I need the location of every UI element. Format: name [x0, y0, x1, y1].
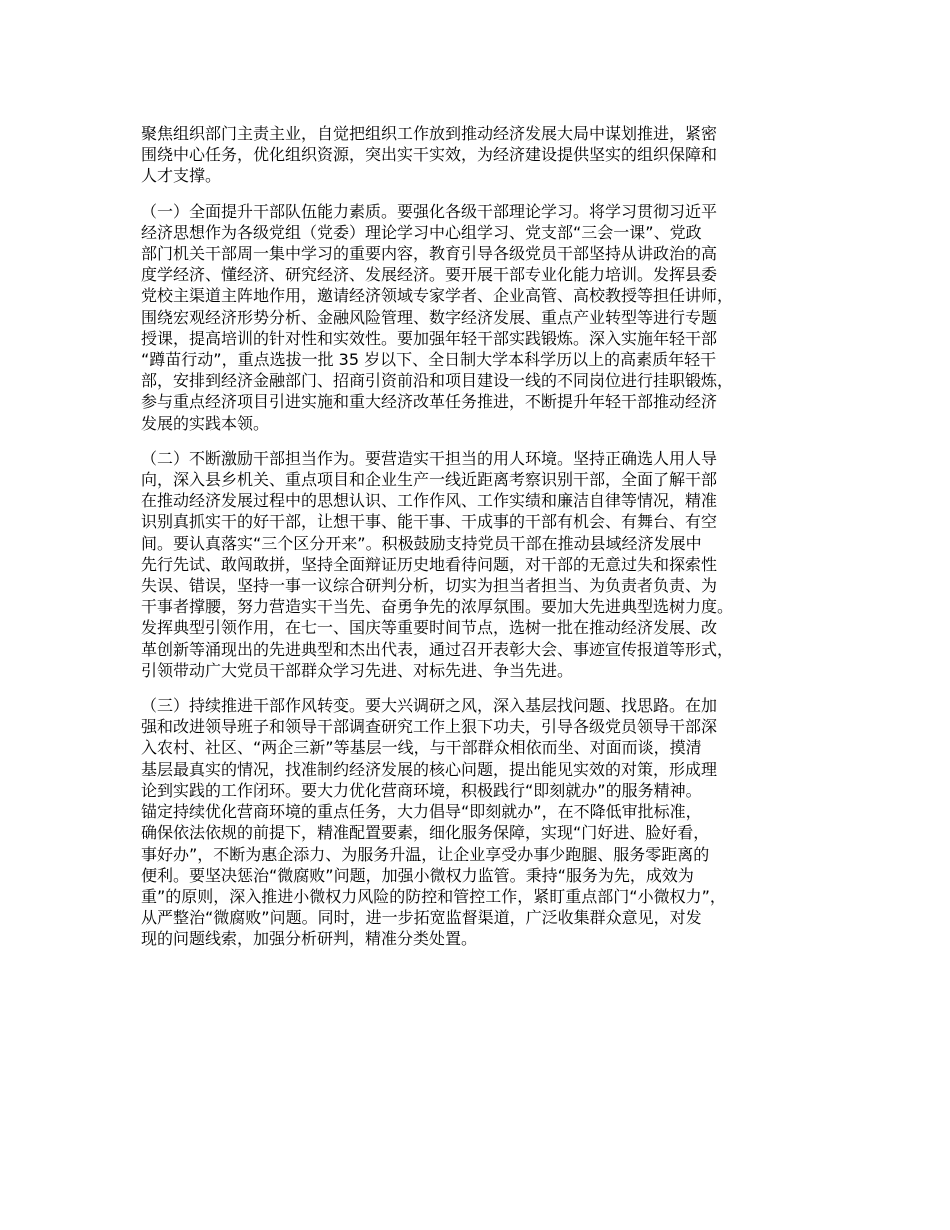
text-line: 基层最真实的情况，找准制约经济发展的核心问题，提出能见实效的对策，形成理	[141, 759, 718, 779]
text-line: 强和改进领导班子和领导干部调查研究工作上狠下功夫，引导各级党员领导干部深	[141, 717, 718, 737]
text-line: 革创新等涌现出的先进典型和杰出代表，通过召开表彰大会、事迹宣传报道等形式，	[141, 639, 734, 659]
text-line: 人才支撑。	[141, 166, 222, 186]
text-line: 部门机关干部周一集中学习的重要内容，教育引导各级党员干部坚持从讲政治的高	[141, 244, 718, 264]
text-line: 间。要认真落实“三个区分开来”。积极鼓励支持党员干部在推动县域经济发展中	[141, 533, 702, 553]
text-line: 确保依法依规的前提下，精准配置要素，细化服务保障，实现“门好进、脸好看，	[141, 823, 710, 843]
paragraph-section-2	[141, 448, 827, 681]
paragraph-section-3	[141, 695, 827, 949]
text-line: 干事者撑腰，努力营造实干当先、奋勇争先的浓厚氛围。要加大先进典型选树力度。	[141, 597, 734, 617]
text-line: 聚焦组织部门主责主业，自觉把组织工作放到推动经济发展大局中谋划推进，紧密	[141, 124, 718, 143]
text-line: “蹲苗行动”，重点选拔一批 35 岁以下、全日制大学本科学历以上的高素质年轻干	[141, 350, 717, 370]
text-line: 从严整治“微腐败”问题。同时，进一步拓宽监督渠道，广泛收集群众意见，对发	[141, 908, 702, 928]
text-line: 授课，提高培训的针对性和实效性。要加强年轻干部实践锻炼。深入实施年轻干部	[141, 328, 718, 348]
text-line: （一）全面提升干部队伍能力素质。要强化各级干部理论学习。将学习贯彻习近平	[141, 201, 718, 221]
text-line: 入农村、社区、“两企三新”等基层一线，与干部群众相依而坐、对面而谈，摸清	[141, 738, 702, 758]
text-line: 事好办”，不断为惠企添力、为服务升温，让企业享受办事少跑腿、服务零距离的	[141, 844, 710, 864]
text-line: 发展的实践本领。	[141, 413, 270, 433]
text-line: 论到实践的工作闭环。要大力优化营商环境，积极践行“即刻就办”的服务精神。	[141, 780, 702, 800]
text-line: 度学经济、懂经济、研究经济、发展经济。要开展干部专业化能力培训。发挥县委	[141, 265, 718, 285]
text-line: 围绕宏观经济形势分析、金融风险管理、数字经济发展、重点产业转型等进行专题	[141, 307, 718, 327]
text-line: 重”的原则，深入推进小微权力风险的防控和管控工作，紧盯重点部门“小微权力”，	[141, 886, 726, 906]
text-line: （三）持续推进干部作风转变。要大兴调研之风，深入基层找问题、找思路。在加	[141, 696, 718, 716]
text-line: 经济思想作为各级党组（党委）理论学习中心组学习、党支部“三会一课”、党政	[141, 222, 702, 242]
text-line: 党校主渠道主阵地作用，邀请经济领域专家学者、企业高管、高校教授等担任讲师，	[141, 286, 734, 306]
text-line: 在推动经济发展过程中的思想认识、工作作风、工作实绩和廉洁自律等情况，精准	[141, 491, 718, 511]
text-line: 便利。要坚决惩治“微腐败”问题，加强小微权力监管。秉持“服务为先，成效为	[141, 865, 694, 885]
text-line: 失误、错误，坚持一事一议综合研判分析，切实为担当者担当、为负责者负责、为	[141, 576, 718, 596]
paragraph-intro	[141, 123, 827, 187]
text-line: （二）不断激励干部担当作为。要营造实干担当的用人环境。坚持正确选人用人导	[141, 448, 718, 468]
text-line: 锚定持续优化营商环境的重点任务，大力倡导“即刻就办”，在不降低审批标准，	[141, 802, 702, 822]
document-body	[141, 123, 827, 964]
text-line: 现的问题线索，加强分析研判，精准分类处置。	[141, 929, 478, 949]
text-line: 引领带动广大党员干部群众学习先进、对标先进、争当先进。	[141, 660, 574, 680]
text-line: 向，深入县乡机关、重点项目和企业生产一线近距离考察识别干部，全面了解干部	[141, 470, 718, 490]
text-line: 部，安排到经济金融部门、招商引资前沿和项目建设一线的不同岗位进行挂职锻炼，	[141, 371, 734, 391]
text-line: 先行先试、敢闯敢拼，坚持全面辩证历史地看待问题，对干部的无意过失和探索性	[141, 554, 718, 574]
paragraph-section-1	[141, 201, 827, 434]
text-line: 围绕中心任务，优化组织资源，突出实干实效，为经济建设提供坚实的组织保障和	[141, 145, 718, 165]
text-line: 发挥典型引领作用，在七一、国庆等重要时间节点，选树一批在推动经济发展、改	[141, 618, 718, 638]
text-line: 参与重点经济项目引进实施和重大经济改革任务推进，不断提升年轻干部推动经济	[141, 392, 718, 412]
text-line: 识别真抓实干的好干部，让想干事、能干事、干成事的干部有机会、有舞台、有空	[141, 512, 718, 532]
